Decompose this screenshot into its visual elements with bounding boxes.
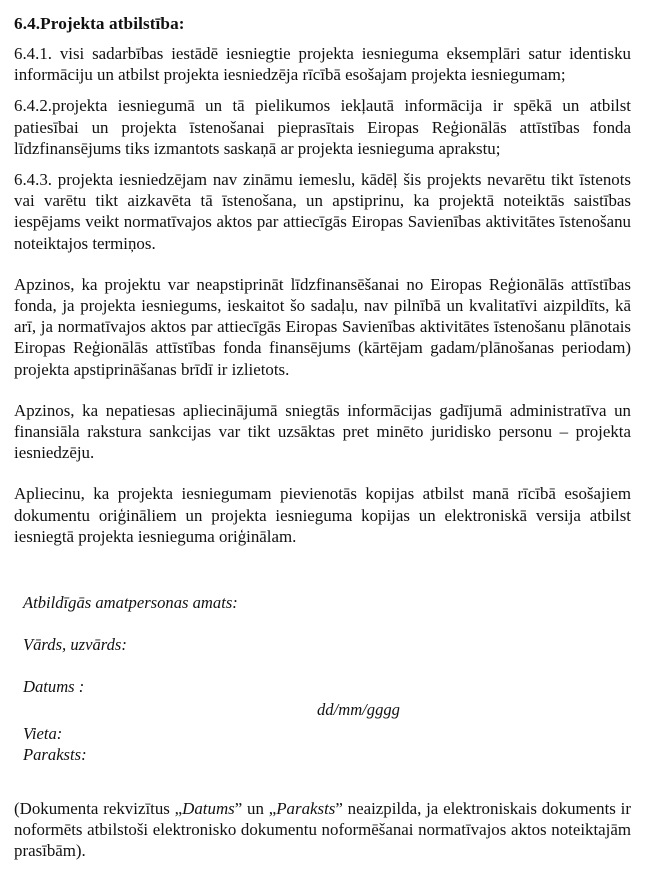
signature-label: Paraksts: (23, 745, 87, 765)
official-position-label: Atbildīgās amatpersonas amats: (23, 593, 238, 613)
spacer (23, 613, 631, 634)
declaration-copies: Apliecinu, ka projekta iesniegumam pievienotās kopijas atbilst manā rīcībā esošajiem dokumentu oriģināliem un projekta iesnieguma kopijas un elektroniskā versija atbilst iesniegtā projekta iesnieguma oriģinālam. (14, 484, 631, 546)
declaration-non-approval: Apzinos, ka projektu var neapstiprināt līdzfinansēšanai no Eiropas Reģionālās attīstības fonda, ja projekta iesniegums, ieskaitot šo sadaļu, nav pilnībā un kvalitatīvi aizpildīts, kā arī, ja normatīvajos aktos par attiecīgās Eiropas Savienības aktivitātes īstenošanu plānotais Eiropas Reģionālās attīstības fonda finansējums (kārtējam gadam/plānošanas periodam) projekta apstiprināšanas brīdī ir izlietots. (14, 274, 631, 379)
footnote-italic-paraksts: Paraksts (276, 799, 336, 819)
clause-6-4-2: 6.4.2.projekta iesniegumā un tā pielikumos iekļautā informācija ir spēkā un atbilst patiesībai un projekta īstenošanai pieprasītais Eiropas Reģionālās attīstības fonda līdzfinansējums tiks izmantots saskaņā ar projekta iesnieguma aprakstu; (14, 96, 631, 158)
footnote-part-2: ” un „ (234, 799, 277, 819)
date-placeholder: dd/mm/gggg (317, 700, 400, 720)
spacer (23, 655, 631, 676)
document-content (14, 13, 631, 879)
clause-6-4-1: 6.4.1. visi sadarbības iestādē iesniegtie projekta iesnieguma eksemplāri satur identisku informāciju un atbilst projekta iesniedzēja rīcībā esošajam projekta iesniegumam; (14, 44, 631, 85)
name-surname-label: Vārds, uzvārds: (23, 635, 127, 655)
footnote-part-1: (Dokumenta rekvizītus „ (14, 799, 183, 819)
section-heading: 6.4.Projekta atbilstība: (14, 14, 185, 33)
declaration-sanctions: Apzinos, ka nepatiesas apliecinājumā sniegtās informācijas gadījumā administratīva un finansiāla rakstura sankcijas var tikt uzsāktas pret minēto juridisko personu – projekta iesniedzēju. (14, 400, 631, 463)
signature-block (14, 592, 631, 765)
footnote-italic-datums: Datums (182, 799, 235, 819)
place-label: Vieta: (23, 724, 63, 744)
clause-6-4-3: 6.4.3. projekta iesniedzējam nav zināmu iemeslu, kādēļ šis projekts nevarētu tikt īstenots vai varētu tikt aizkavēta tā īstenošana, un apstiprinu, ka projektā noteiktās saistības iespējams veikt normatīvajos aktos par attiecīgās Eiropas Savienības aktivitātes īstenošanu noteiktajos termiņos. (14, 170, 631, 253)
footnote-note (14, 798, 631, 862)
footnote-part-3: ” neaizpilda, ja elektroniskais dokuments ir noformēts atbilstoši elektronisko dokumentu noformēšanai normatīvajos aktos noteiktajām prasībām). (14, 799, 631, 861)
date-label: Datums : (23, 677, 85, 697)
